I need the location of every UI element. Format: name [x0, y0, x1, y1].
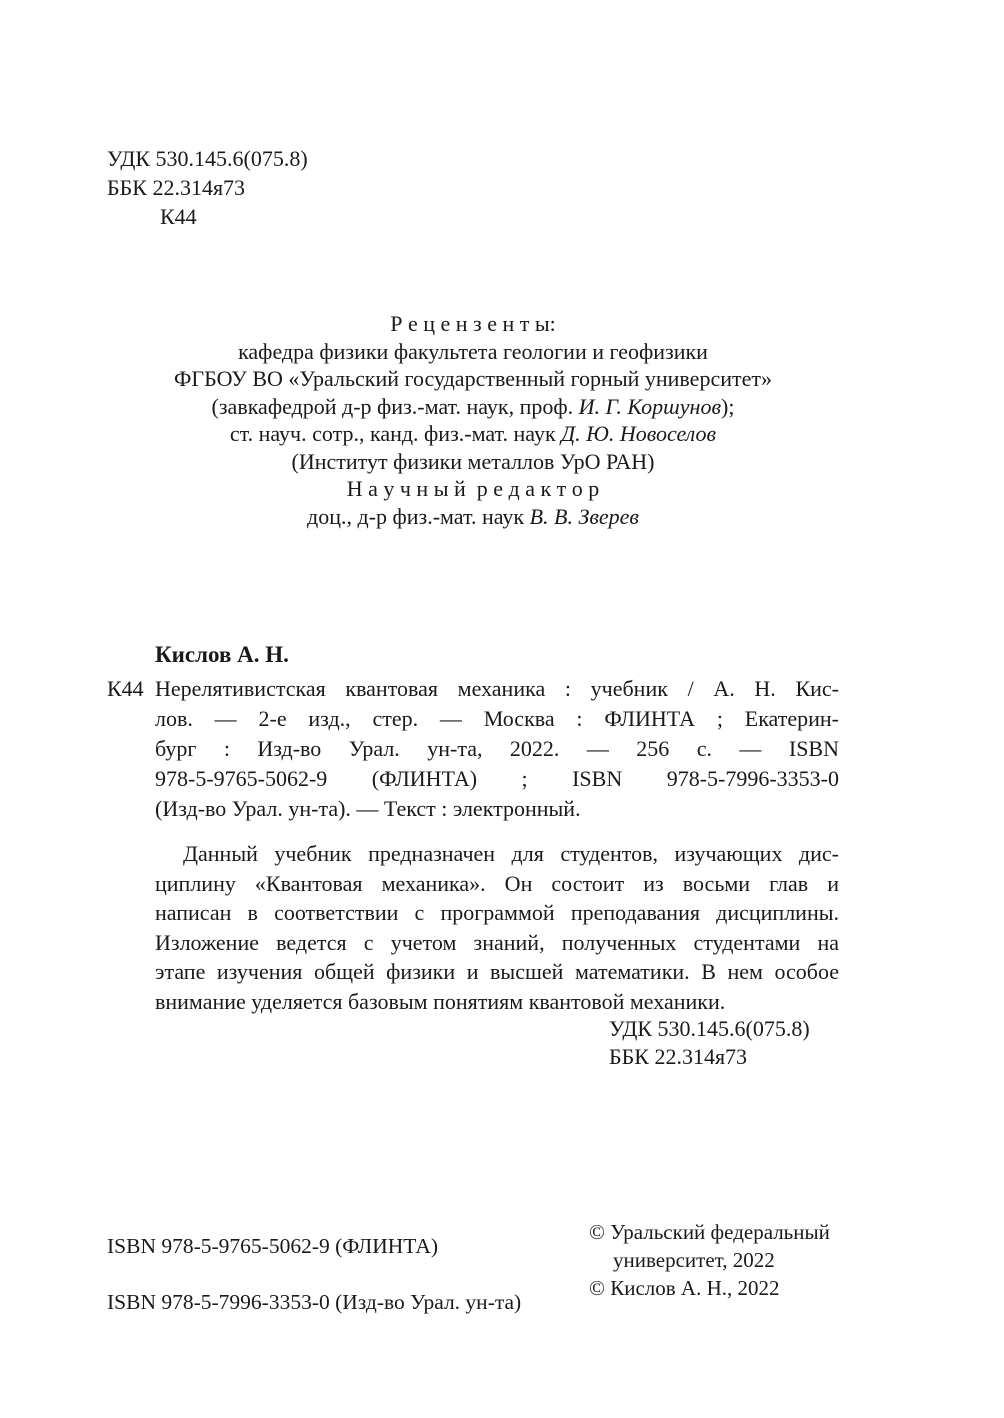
- reviewers-block: [108, 310, 838, 530]
- reviewer-head: [108, 393, 838, 421]
- isbn-ural: ISBN 978-5-7996-3353-0 (Изд-во Урал. ун-та): [107, 1290, 522, 1314]
- bib-author-sign: К44: [107, 676, 144, 701]
- editor-name: В. В. Зверев: [529, 503, 639, 529]
- editor-prefix: доц., д-р физ.-мат. наук: [307, 503, 530, 529]
- bibliographic-record: [155, 674, 839, 824]
- reviewer-university: ФГБОУ ВО «Уральский государственный горный университет»: [174, 366, 772, 391]
- copyright-block: [589, 1218, 830, 1302]
- top-classification: [107, 144, 308, 231]
- author-heading: Кислов А. Н.: [155, 642, 289, 667]
- bbk-code: ББК 22.314я73: [107, 175, 246, 200]
- copyright-author: © Кислов А. Н., 2022: [589, 1276, 780, 1300]
- annotation-line: внимание уделяется базовым понятиям квантовой механики.: [155, 988, 726, 1014]
- bib-line: бург : Изд-во Урал. ун-та, 2022. — 256 с. — ISBN: [155, 736, 839, 761]
- annotation-line: этапе изучения общей физики и высшей математики. В нем особое: [155, 959, 839, 984]
- reviewer-head-prefix: (завкафедрой д-р физ.-мат. наук, проф.: [211, 393, 579, 419]
- editor: [108, 503, 838, 531]
- reviewer-researcher-name: Д. Ю. Новоселов: [561, 421, 717, 446]
- bottom-classification: [609, 1015, 810, 1071]
- reviewer-head-name: И. Г. Коршунов: [578, 393, 722, 419]
- annotation: [155, 839, 839, 1016]
- copyright-university-cont: университет, 2022: [613, 1248, 775, 1272]
- reviewer-department: кафедра физики факультета геологии и геофизики: [238, 338, 708, 364]
- bib-line: Нерелятивистская квантовая механика : учебник / А. Н. Кис-: [155, 676, 839, 701]
- reviewer-head-suffix: );: [721, 393, 735, 419]
- udk-code: УДК 530.145.6(075.8): [609, 1016, 810, 1041]
- reviewer-institute: (Институт физики металлов УрО РАН): [291, 448, 655, 474]
- bbk-code: ББК 22.314я73: [609, 1044, 748, 1069]
- annotation-line: циплину «Квантовая механика». Он состоит из восьми глав и: [155, 870, 839, 896]
- copyright-university: © Уральский федеральный: [589, 1220, 830, 1244]
- bib-line: 978-5-9765-5062-9 (ФЛИНТА) ; ISBN 978-5-7996-3353-0: [155, 766, 839, 791]
- reviewer-researcher: [108, 420, 838, 448]
- author-sign: К44: [160, 204, 197, 229]
- isbn-flinta: ISBN 978-5-9765-5062-9 (ФЛИНТА): [107, 1234, 439, 1258]
- bib-line: (Изд-во Урал. ун-та). — Текст : электронный.: [155, 796, 581, 821]
- editor-heading: Н а у ч н ы й р е д а к т о р: [346, 476, 600, 501]
- reviewer-researcher-prefix: ст. науч. сотр., канд. физ.-мат. наук: [229, 421, 562, 446]
- annotation-line: Данный учебник предназначен для студентов, изучающих дис-: [183, 841, 839, 866]
- annotation-line: написан в соответствии с программой преподавания дисциплины.: [155, 900, 839, 925]
- reviewers-heading: Р е ц е н з е н т ы:: [390, 311, 556, 336]
- isbn-block: [107, 1218, 521, 1330]
- udk-code: УДК 530.145.6(075.8): [107, 146, 308, 171]
- bib-line: лов. — 2-е изд., стер. — Москва : ФЛИНТА ; Екатерин-: [155, 706, 839, 731]
- annotation-line: Изложение ведется с учетом знаний, полученных студентами на: [155, 929, 839, 955]
